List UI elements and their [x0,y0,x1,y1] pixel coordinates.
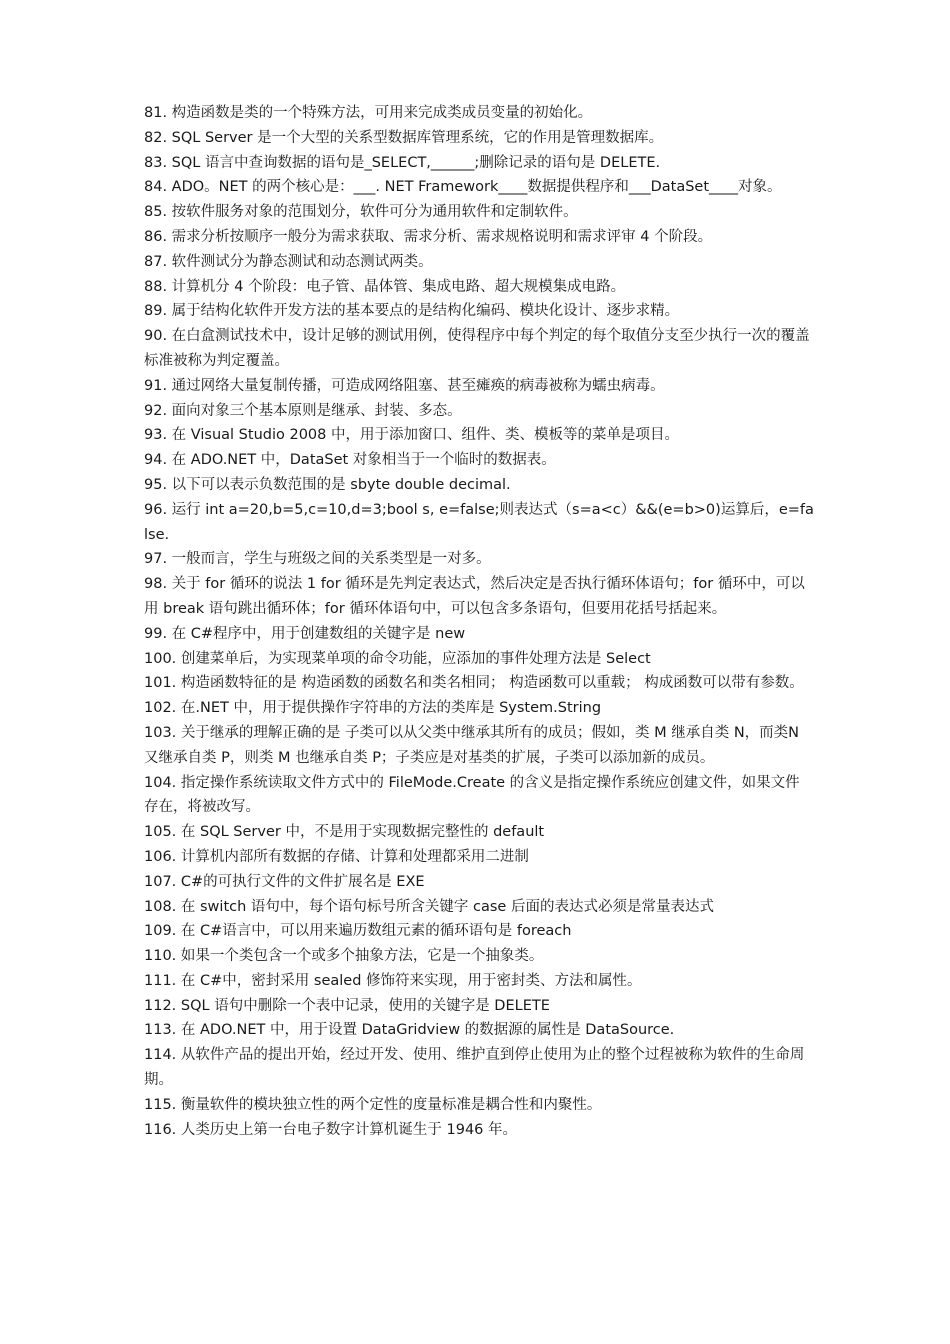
list-item: 89. 属于结构化软件开发方法的基本要点的是结构化编码、模块化设计、逐步求精。 [144,303,680,320]
list-item: 100. 创建菜单后，为实现菜单项的命令功能，应添加的事件处理方法是 Select [144,650,651,667]
list-item: 103. 关于继承的理解正确的是 子类可以从父类中继承其所有的成员；假如，类 M 继承自类 N，而类N 又继承自类 P，则类 M 也继承自类 P；子类应是对基类的扩展，子类可以添加新的成员。 [144,724,800,766]
list-item: 88. 计算机分 4 个阶段：电子管、晶体管、集成电路、超大规模集成电路。 [144,278,626,295]
list-item: 106. 计算机内部所有数据的存储、计算和处理都采用二进制 [144,848,529,865]
list-item: 82. SQL Server 是一个大型的关系型数据库管理系统，它的作用是管理数据库。 [144,129,664,146]
list-item: 112. SQL 语句中删除一个表中记录，使用的关键字是 DELETE [144,997,550,1014]
list-item: 101. 构造函数特征的是 构造函数的函数名和类名相同； 构造函数可以重载； 构成函数可以带有参数。 [144,675,804,692]
question-list [144,101,814,1142]
list-item: 108. 在 switch 语句中，每个语句标号所含关键字 case 后面的表达式必须是常量表达式 [144,898,714,915]
list-item: 95. 以下可以表示负数范围的是 sbyte double decimal. [144,476,511,493]
list-item: 91. 通过网络大量复制传播，可造成网络阻塞、甚至瘫痪的病毒被称为蠕虫病毒。 [144,377,665,394]
list-item: 93. 在 Visual Studio 2008 中，用于添加窗口、组件、类、模板等的菜单是项目。 [144,427,679,444]
list-item: 114. 从软件产品的提出开始，经过开发、使用、维护直到停止使用为止的整个过程被称为软件的生命周期。 [144,1047,805,1089]
list-item: 85. 按软件服务对象的范围划分，软件可分为通用软件和定制软件。 [144,204,578,221]
list-item: 113. 在 ADO.NET 中，用于设置 DataGridview 的数据源的属性是 DataSource. [144,1022,675,1039]
list-item: 87. 软件测试分为静态测试和动态测试两类。 [144,253,433,270]
list-item: 105. 在 SQL Server 中，不是用于实现数据完整性的 default [144,824,545,841]
list-item: 116. 人类历史上第一台电子数字计算机诞生于 1946 年。 [144,1121,518,1138]
list-item: 102. 在.NET 中，用于提供操作字符串的方法的类库是 System.String [144,700,602,717]
list-item: 109. 在 C#语言中，可以用来遍历数组元素的循环语句是 foreach [144,923,572,940]
list-item: 104. 指定操作系统读取文件方式中的 FileMode.Create 的含义是指定操作系统应创建文件，如果文件存在，将被改写。 [144,774,800,816]
list-item: 84. ADO。NET 的两个核心是：___. NET Framework____数据提供程序和___DataSet____对象。 [144,179,782,196]
list-item: 99. 在 C#程序中，用于创建数组的关键字是 new [144,625,466,642]
list-item: 81. 构造函数是类的一个特殊方法，可用来完成类成员变量的初始化。 [144,105,593,121]
list-item: 110. 如果一个类包含一个或多个抽象方法，它是一个抽象类。 [144,948,544,965]
list-item: 96. 运行 int a=20,b=5,c=10,d=3;bool s, e=false;则表达式（s=a<c）&&(e=b>0)运算后，e=false. [144,501,814,543]
list-item: 115. 衡量软件的模块独立性的两个定性的度量标准是耦合性和内聚性。 [144,1096,602,1113]
list-item: 111. 在 C#中，密封采用 sealed 修饰符来实现，用于密封类、方法和属性。 [144,972,642,989]
list-item: 94. 在 ADO.NET 中，DataSet 对象相当于一个临时的数据表。 [144,452,556,469]
list-item: 86. 需求分析按顺序一般分为需求获取、需求分析、需求规格说明和需求评审 4 个阶段。 [144,228,713,245]
list-item: 83. SQL 语言中查询数据的语句是_SELECT,______;删除记录的语句是 DELETE. [144,154,661,171]
list-item: 90. 在白盒测试技术中，设计足够的测试用例，使得程序中每个判定的每个取值分支至少执行一次的覆盖标准被称为判定覆盖。 [144,328,810,369]
list-item: 97. 一般而言，学生与班级之间的关系类型是一对多。 [144,551,491,568]
list-item: 92. 面向对象三个基本原则是继承、封装、多态。 [144,402,462,419]
list-item: 98. 关于 for 循环的说法 1 for 循环是先判定表达式，然后决定是否执行循环体语句；for 循环中，可以用 break 语句跳出循环体；for 循环体语句中，可以包含多条语句，但要用花括号括起来。 [144,576,805,617]
list-item: 107. C#的可执行文件的文件扩展名是 EXE [144,873,425,890]
